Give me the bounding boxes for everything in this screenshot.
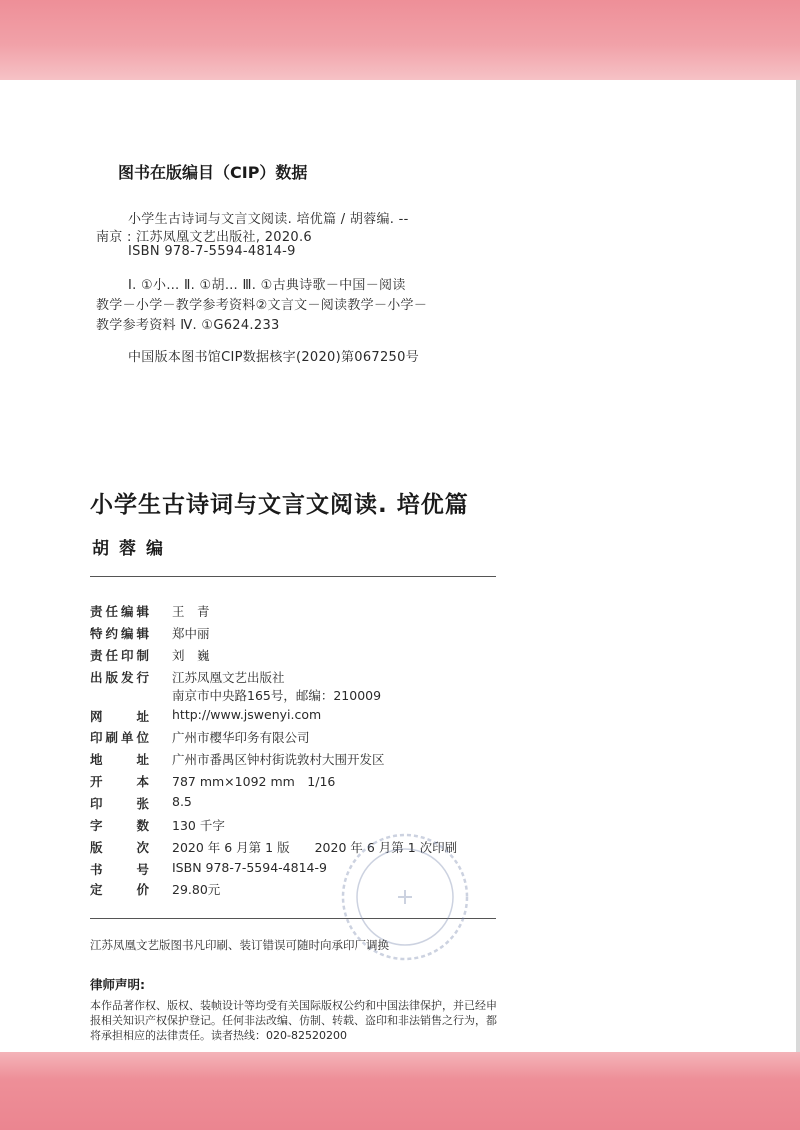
lawyer-statement-line-3: 将承担相应的法律责任。读者热线：020-82520200: [90, 1029, 347, 1042]
book-title: 小学生古诗词与文言文阅读. 培优篇: [90, 492, 469, 518]
info-label: 出版发行: [90, 670, 150, 685]
cip-line-7: 中国版本图书馆CIP数据核字(2020)第067250号: [128, 350, 420, 365]
info-value: 郑中丽: [172, 626, 210, 641]
info-value: ISBN 978-7-5594-4814-9: [172, 860, 327, 875]
info-label: 开本: [90, 774, 150, 789]
book-author: 胡蓉编: [92, 539, 173, 559]
cip-line-6: 教学参考资料 Ⅳ. ①G624.233: [96, 318, 280, 333]
cip-line-5: 教学－小学－教学参考资料②文言文－阅读教学－小学－: [96, 298, 428, 313]
info-value: 2020 年 6 月第 1 版 2020 年 6 月第 1 次印刷: [172, 840, 458, 855]
info-value: 29.80元: [172, 882, 221, 897]
cip-title: 图书在版编目（CIP）数据: [118, 163, 308, 182]
info-value: 刘 巍: [172, 648, 210, 663]
info-label: 版次: [90, 840, 150, 855]
cip-line-3: ISBN 978-7-5594-4814-9: [128, 244, 296, 259]
lawyer-statement-line-1: 本作品著作权、版权、装帧设计等均受有关国际版权公约和中国法律保护，并已经申: [90, 999, 497, 1012]
info-value: 南京市中央路165号，邮编：210009: [172, 688, 382, 703]
info-value: 王 青: [172, 604, 210, 619]
cip-line-1: 小学生古诗词与文言文阅读. 培优篇 / 胡蓉编. --: [128, 212, 409, 227]
info-label: 定价: [90, 882, 150, 897]
top-color-band: [0, 0, 800, 80]
info-value: 广州市樱华印务有限公司: [172, 730, 310, 745]
info-label: 字数: [90, 818, 150, 833]
info-value: http://www.jswenyi.com: [172, 707, 322, 722]
info-value: 8.5: [172, 794, 192, 809]
cip-line-2: 南京 : 江苏凤凰文艺出版社, 2020.6: [96, 230, 312, 245]
info-label: 印张: [90, 796, 150, 811]
bottom-color-band: [0, 1052, 800, 1130]
info-value: 广州市番禺区钟村街诜敦村大围开发区: [172, 752, 385, 767]
divider-top: [90, 576, 496, 577]
page-edge: [796, 80, 800, 1052]
info-label: 责任印制: [90, 648, 150, 663]
info-label: 地址: [90, 752, 150, 767]
lawyer-statement-line-2: 报相关知识产权保护登记。任何非法改编、仿制、转载、盗印和非法销售之行为，都: [90, 1014, 497, 1027]
info-label: 书号: [90, 862, 150, 877]
info-value: 787 mm×1092 mm 1/16: [172, 774, 336, 789]
info-label: 责任编辑: [90, 604, 150, 619]
quality-notice: 江苏凤凰文艺版图书凡印刷、装订错误可随时向承印厂调换: [90, 938, 389, 952]
info-label: 特约编辑: [90, 626, 150, 641]
lawyer-statement-title: 律师声明:: [90, 977, 145, 992]
info-label: 网址: [90, 709, 150, 724]
info-value: 130 千字: [172, 818, 225, 833]
info-label: 印刷单位: [90, 730, 150, 745]
info-value: 江苏凤凰文艺出版社: [172, 670, 285, 685]
cip-line-4: Ⅰ. ①小… Ⅱ. ①胡… Ⅲ. ①古典诗歌－中国－阅读: [128, 278, 406, 293]
